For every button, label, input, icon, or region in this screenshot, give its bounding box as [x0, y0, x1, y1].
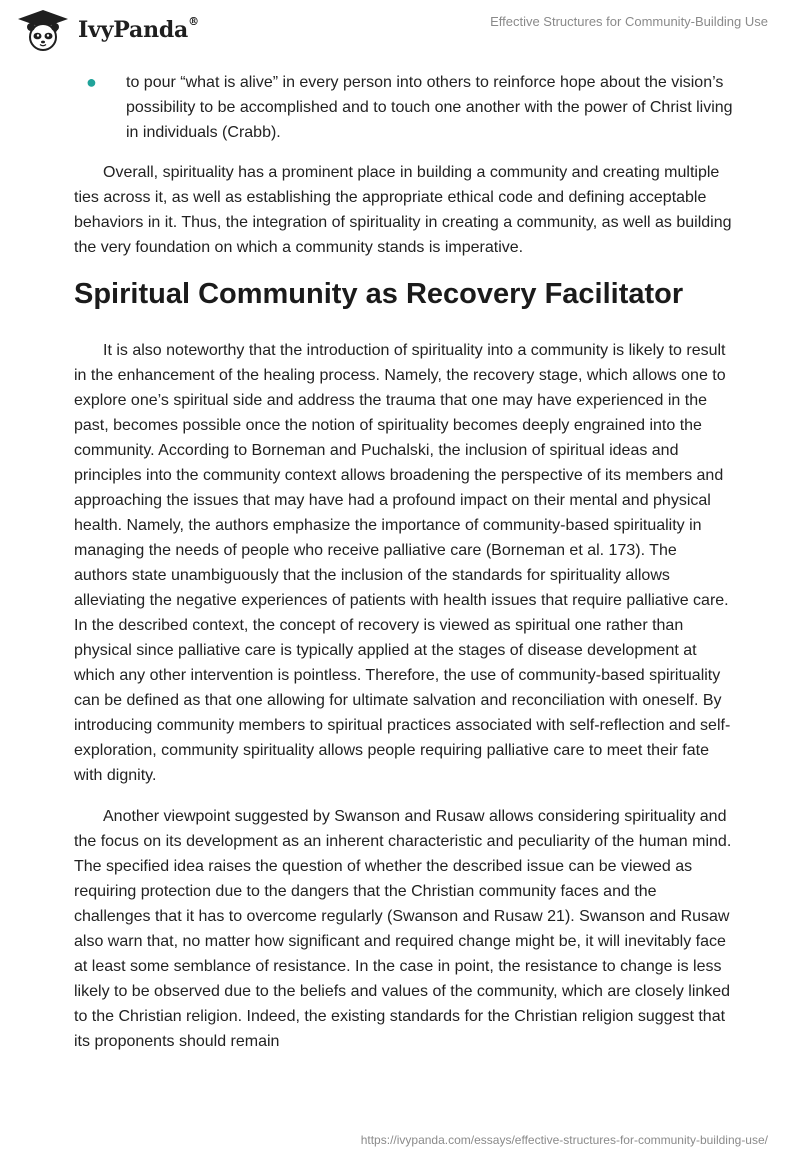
essay-body: [74, 70, 734, 1070]
bullet-icon: ●: [86, 72, 97, 92]
paragraph-overall: Overall, spirituality has a prominent place in building a community and creating multiple ties across it, as well as establishing the appropriate ethical code and defining acceptable behaviors in it. Thus, the integration of spirituality in creating a community, as well as building the very foundation on which a community stands is imperative.: [74, 164, 732, 256]
list-item-text: to pour “what is alive” in every person into others to reinforce hope about the vision’s possibility to be accomplished and to touch one another with the power of Christ living in individuals (Crabb).: [126, 74, 733, 141]
section-heading: Spiritual Community as Recovery Facilitator: [74, 278, 684, 310]
panda-graduation-icon: [14, 8, 72, 52]
registered-mark: ®: [188, 15, 199, 28]
source-url[interactable]: https://ivypanda.com/essays/effective-structures-for-community-building-use/: [360, 1133, 768, 1147]
paragraph-recovery: It is also noteworthy that the introduction of spirituality into a community is likely to result in the enhancement of the healing process. Namely, the recovery stage, which allows one to explore one’s spiritual side and address the trauma that one may have experienced in the past, becomes possible once the notion of spirituality becomes deeply engrained into the community. According to Borneman and Puchalski, the inclusion of spiritual ideas and principles into the community context allows broadening the perspective of its members and approaching the issues that may have had a profound impact on their mental and physical health. Namely, the authors emphasize the importance of community-based spirituality in managing the needs of people who receive palliative care (Borneman et al. 173). The authors state unambiguously that the inclusion of the standards for spirituality allows alleviating the negative experiences of patients with health issues that require palliative care. In the described context, the concept of recovery is viewed as spiritual one rather than physical since palliative care is typically applied at the stages of disease development at which any other intervention is pointless. Therefore, the use of community-based spirituality can be defined as that one allowing for ultimate salvation and reconciliation with oneself. By introducing community members to spiritual practices associated with self-reflection and self-exploration, community spirituality allows people requiring palliative care to meet their fate with dignity.: [74, 342, 731, 784]
brand-name: [78, 17, 199, 43]
page-header: [0, 0, 800, 60]
list-item: [74, 70, 734, 145]
document-title: Effective Structures for Community-Building Use: [490, 14, 768, 29]
brand-text: IvyPanda: [78, 17, 189, 43]
paragraph-viewpoint: Another viewpoint suggested by Swanson and Rusaw allows considering spirituality and the focus on its development as an inherent characteristic and peculiarity of the human mind. The specified idea raises the question of whether the described issue can be viewed as requiring protection due to the dangers that the Christian community faces and the challenges that it has to overcome regularly (Swanson and Rusaw 21). Swanson and Rusaw also warn that, no matter how significant and required change might be, it will inevitably face at least some semblance of resistance. In the case in point, the resistance to change is less likely to be observed due to the beliefs and values of the community, which are closely linked to the Christian religion. Indeed, the existing standards for the Christian religion suggest that its proponents should remain: [74, 808, 732, 1050]
ivypanda-logo[interactable]: [14, 8, 199, 52]
